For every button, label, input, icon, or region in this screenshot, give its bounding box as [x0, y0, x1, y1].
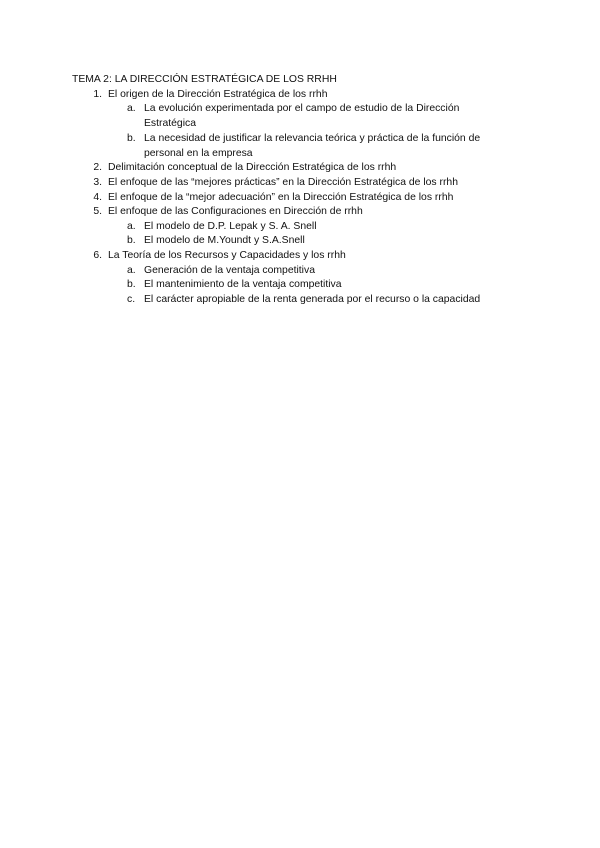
sublist-letter: b. — [127, 279, 136, 290]
sublist-letter: a. — [127, 265, 136, 276]
document-title: TEMA 2: LA DIRECCIÓN ESTRATÉGICA DE LOS RRHH — [72, 74, 337, 85]
sublist-letter: c. — [127, 294, 136, 305]
sublist-text: El modelo de M.Youndt y S.A.Snell — [144, 235, 305, 246]
list-number: 1. — [93, 89, 102, 100]
list-text: El origen de la Dirección Estratégica de los rrhh — [108, 89, 328, 100]
list-text: La Teoría de los Recursos y Capacidades y los rrhh — [108, 250, 346, 261]
sublist-letter: b. — [127, 133, 136, 144]
list-number: 5. — [93, 206, 102, 217]
list-text: El enfoque de la “mejor adecuación” en la Dirección Estratégica de los rrhh — [108, 192, 454, 203]
sublist-letter: a. — [127, 103, 136, 114]
list-text: El enfoque de las Configuraciones en Dirección de rrhh — [108, 206, 363, 217]
list-number: 4. — [93, 192, 102, 203]
list-text: Delimitación conceptual de la Dirección Estratégica de los rrhh — [108, 162, 397, 173]
list-number: 3. — [93, 177, 102, 188]
sublist-text: El carácter apropiable de la renta generada por el recurso o la capacidad — [144, 294, 481, 305]
list-number: 6. — [93, 250, 102, 261]
sublist-text: El mantenimiento de la ventaja competitiva — [144, 279, 342, 290]
sublist-letter: b. — [127, 235, 136, 246]
sublist-text: El modelo de D.P. Lepak y S. A. Snell — [144, 221, 317, 232]
list-text: El enfoque de las “mejores prácticas” en la Dirección Estratégica de los rrhh — [108, 177, 458, 188]
sublist-text: Generación de la ventaja competitiva — [144, 265, 315, 276]
sublist-text: La necesidad de justificar la relevancia teórica y práctica de la función de personal en la empresa — [144, 133, 481, 159]
list-number: 2. — [93, 162, 102, 173]
sublist-letter: a. — [127, 221, 136, 232]
sublist-text: La evolución experimentada por el campo de estudio de la Dirección Estratégica — [144, 103, 460, 129]
